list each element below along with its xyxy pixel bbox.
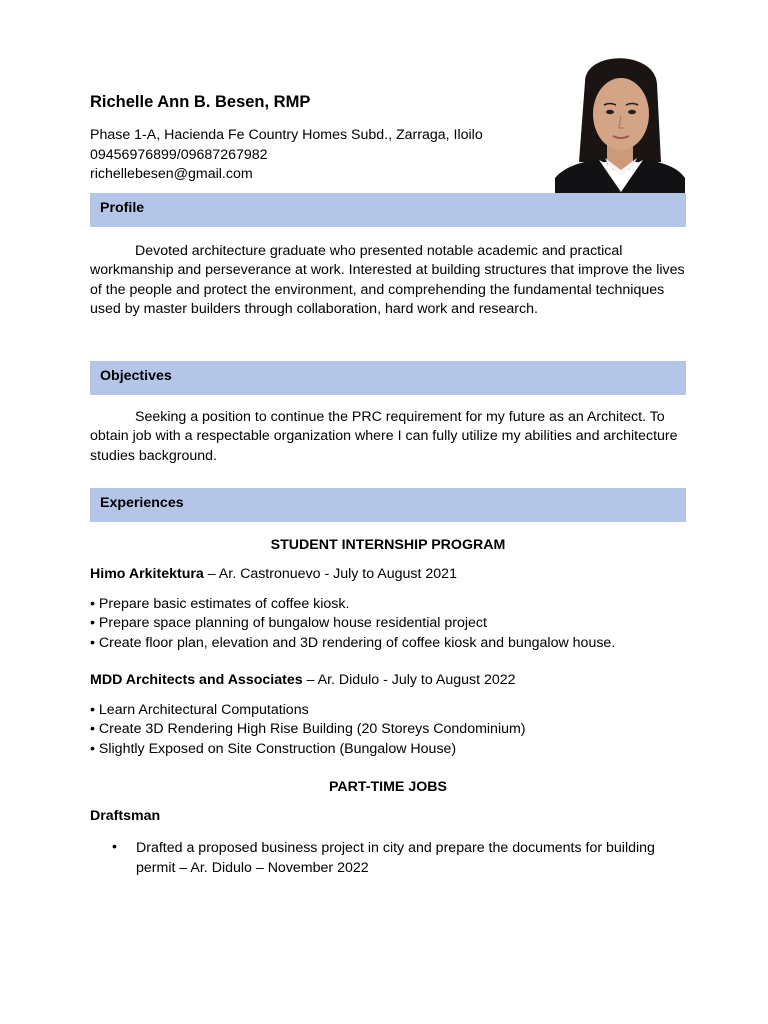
list-item: • Create floor plan, elevation and 3D rendering of coffee kiosk and bungalow house.	[90, 634, 616, 651]
list-item: • Prepare basic estimates of coffee kiosk.	[90, 596, 350, 612]
job-details-1: – Ar. Castronuevo - July to August 2021	[203, 566, 457, 582]
job-company-2: MDD Architects and Associates	[90, 672, 303, 688]
list-item: • Learn Architectural Computations	[90, 702, 309, 718]
job-bullets-2	[90, 701, 526, 759]
job-entry-2	[90, 672, 516, 688]
section-objectives-heading: Objectives	[90, 361, 686, 395]
email-line: richellebesen@gmail.com	[90, 166, 253, 183]
phone-line: 09456976899/09687267982	[90, 146, 268, 163]
list-item: • Slightly Exposed on Site Construction (Bungalow House)	[90, 740, 457, 757]
internship-title: STUDENT INTERNSHIP PROGRAM	[270, 537, 506, 553]
profile-text: Devoted architecture graduate who presented notable academic and practical workmanship and perseverance at work. Interested at building structures that improve the lives of the people and protect the environment, and comprehending the fundamental techniques used by master builders through collaboration, hard work and research.	[90, 243, 685, 317]
job-entry-1	[90, 566, 457, 582]
contact-block	[90, 126, 483, 185]
parttime-title: PART-TIME JOBS	[329, 779, 447, 795]
job-details-2: – Ar. Didulo - July to August 2022	[302, 672, 516, 688]
job-bullets-1	[90, 595, 615, 653]
objectives-text: Seeking a position to continue the PRC requirement for my future as an Architect. To obtain job with a respectable organization where I can fully utilize my abilities and architecture studies background.	[90, 409, 678, 464]
applicant-name: Richelle Ann B. Besen, RMP	[90, 93, 311, 111]
profile-photo	[555, 42, 685, 194]
list-item: • Prepare space planning of bungalow house residential project	[90, 615, 487, 632]
parttime-description: Drafted a proposed business project in city and prepare the documents for building permit – Ar. Didulo – November 2022	[136, 840, 655, 876]
section-experiences-heading: Experiences	[90, 488, 686, 522]
list-item: • Create 3D Rendering High Rise Building (20 Storeys Condominium)	[90, 721, 526, 738]
address-line: Phase 1-A, Hacienda Fe Country Homes Subd., Zarraga, Iloilo	[90, 127, 483, 143]
job-company-1: Himo Arkitektura	[90, 566, 204, 582]
portrait-illustration	[555, 42, 685, 194]
bullet-icon: •	[112, 839, 117, 855]
section-profile-heading: Profile	[90, 193, 686, 227]
parttime-role: Draftsman	[90, 808, 161, 824]
